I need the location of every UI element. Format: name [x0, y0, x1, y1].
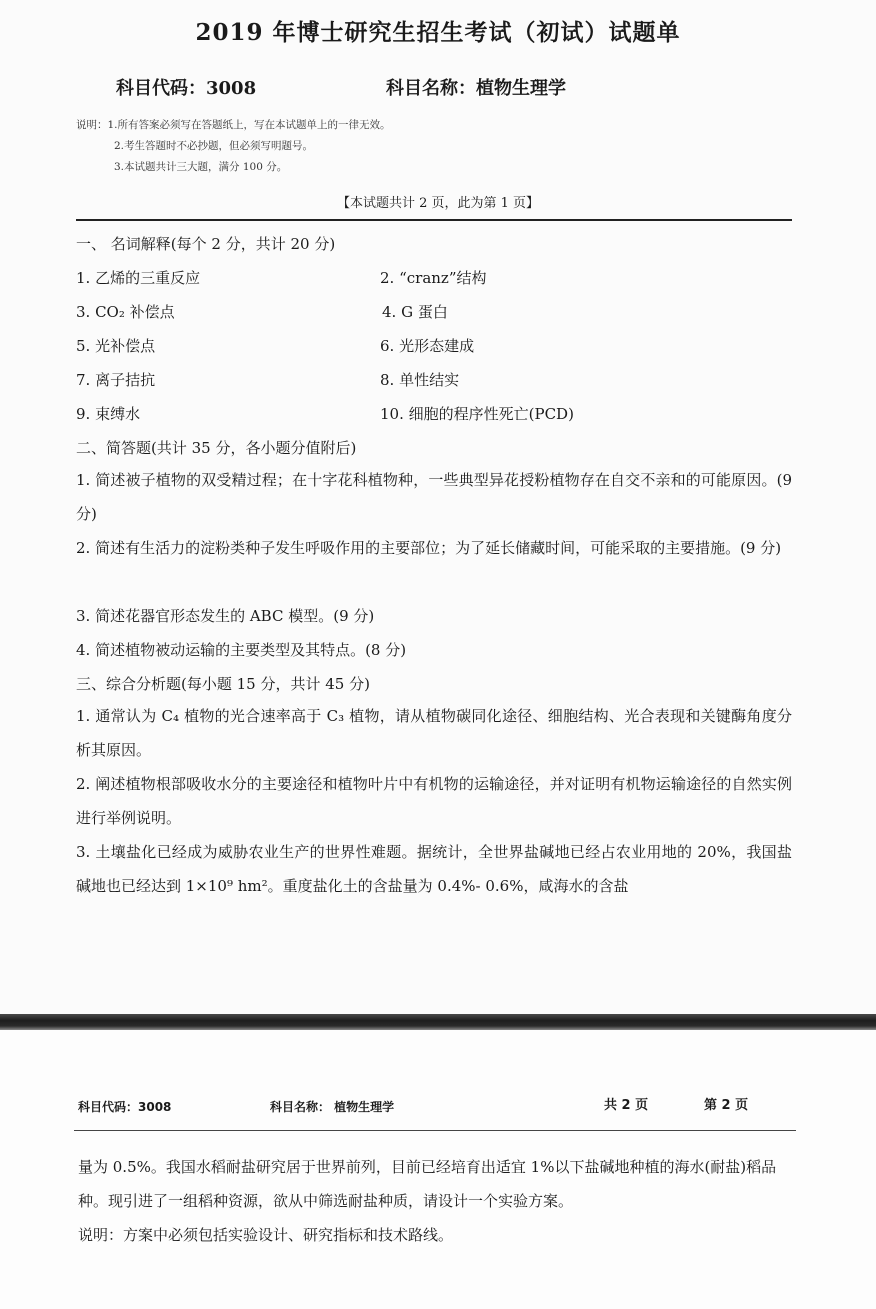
page2-page-number: 第 2 页 — [704, 1098, 749, 1113]
analysis-question: 3. 土壤盐化已经成为威胁农业生产的世界性难题。据统计，全世界盐碱地已经占农业用地的 20%，我国盐碱地也已经达到 1×10⁹ hm²。重度盐化土的含盐量为 0.4%- 0.6%，咸海水的含盐 — [76, 843, 792, 895]
short-answer-question: 2. 简述有生活力的淀粉类种子发生呼吸作用的主要部位；为了延长储藏时间，可能采取的主要措施。(9 分) — [76, 539, 782, 557]
short-answer-question: 3. 简述花器官形态发生的 ABC 模型。(9 分) — [76, 607, 375, 625]
analysis-question: 2. 阐述植物根部吸收水分的主要途径和植物叶片中有机物的运输途径，并对证明有机物运输途径的自然实例进行举例说明。 — [76, 775, 792, 827]
instruction-note-2: 2.考生答题时不必抄题，但必须写明题号。 — [114, 140, 314, 152]
page2-total-pages: 共 2 页 — [604, 1098, 649, 1113]
analysis-question: 1. 通常认为 C₄ 植物的光合速率高于 C₃ 植物，请从植物碳同化途径、细胞结构、光合表现和关键酶角度分析其原因。 — [76, 707, 792, 759]
term-item: 9. 束缚水 — [76, 405, 141, 423]
page-count-note: 【本试题共计 2 页，此为第 1 页】 — [336, 196, 540, 211]
term-item: 10. 细胞的程序性死亡(PCD) — [380, 405, 574, 423]
section1-heading: 一、 名词解释(每个 2 分，共计 20 分) — [76, 235, 336, 253]
analysis-question-continuation: 量为 0.5%。我国水稻耐盐研究居于世界前列，目前已经培育出适宜 1%以下盐碱地种植的海水(耐盐)稻品种。现引进了一组稻种资源，欲从中筛选耐盐种质，请设计一个实验方案。 — [78, 1158, 777, 1210]
term-item: 5. 光补偿点 — [76, 337, 156, 355]
section2-heading: 二、简答题(共计 35 分，各小题分值附后) — [76, 439, 357, 457]
term-item: 2. “cranz”结构 — [380, 269, 487, 287]
instruction-note-1: 说明：1.所有答案必须写在答题纸上，写在本试题单上的一律无效。 — [76, 119, 391, 131]
page2-subject-name: 科目名称： 植物生理学 — [270, 1100, 395, 1114]
term-item: 3. CO₂ 补偿点 — [76, 303, 175, 321]
header-divider — [76, 219, 792, 221]
page-separator — [0, 1014, 876, 1030]
short-answer-question: 4. 简述植物被动运输的主要类型及其特点。(8 分) — [76, 641, 407, 659]
short-answer-question: 1. 简述被子植物的双受精过程；在十字花科植物种，一些典型异花授粉植物存在自交不亲和的可能原因。(9 分) — [76, 471, 792, 523]
term-item: 7. 离子拮抗 — [76, 371, 156, 389]
page2-subject-code: 科目代码：3008 — [78, 1100, 172, 1114]
term-item: 8. 单性结实 — [380, 371, 460, 389]
exam-footnote: 说明：方案中必须包括实验设计、研究指标和技术路线。 — [78, 1226, 454, 1244]
section3-heading: 三、综合分析题(每小题 15 分，共计 45 分) — [76, 675, 370, 693]
exam-title: 2019 年博士研究生招生考试（初试）试题单 — [195, 19, 681, 46]
term-item: 6. 光形态建成 — [380, 337, 475, 355]
term-item: 4. G 蛋白 — [382, 303, 448, 321]
page2-header-divider — [74, 1130, 796, 1131]
instruction-note-3: 3.本试题共计三大题，满分 100 分。 — [114, 161, 288, 173]
subject-code: 科目代码：3008 — [116, 78, 257, 99]
term-item: 1. 乙烯的三重反应 — [76, 269, 201, 287]
subject-name: 科目名称：植物生理学 — [386, 78, 566, 99]
